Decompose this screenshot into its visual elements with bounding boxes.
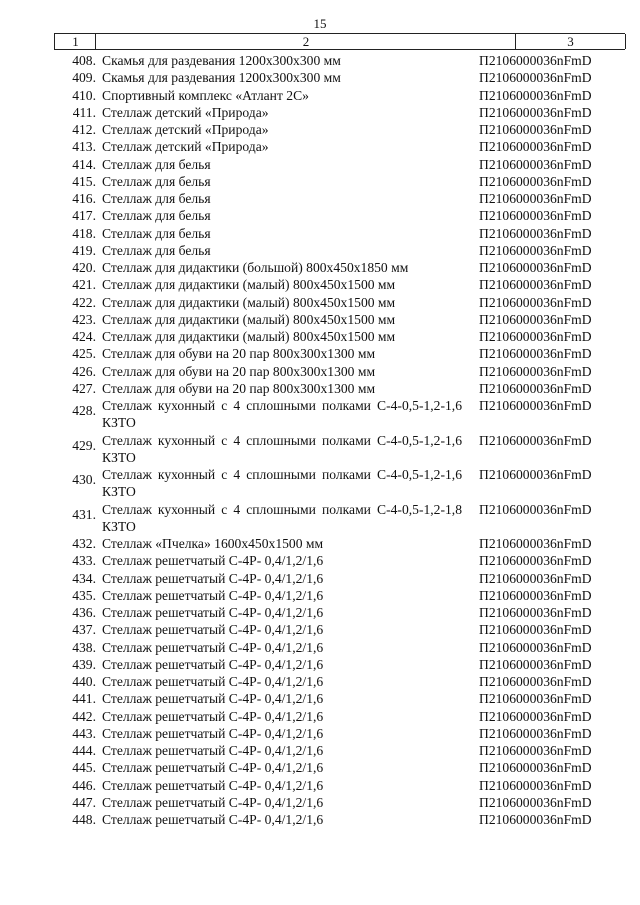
row-description: Стеллаж решетчатый С-4Р- 0,4/1,2/1,6 [102, 587, 324, 603]
row-number: 438. [72, 639, 96, 655]
table-row [0, 397, 640, 432]
table-row [0, 742, 640, 759]
row-code: П2106000036nFmD [479, 622, 592, 638]
row-number: 436. [72, 605, 96, 620]
table-row [0, 294, 640, 311]
table-row [0, 259, 640, 276]
row-description: Стеллаж для обуви на 20 пар 800x300x1300 мм [102, 363, 376, 379]
table-row [0, 639, 640, 656]
row-description: Стеллаж кухонный с 4 сплошными полками С-4-0,5-1,2-1,6 КЗТО [102, 432, 462, 465]
table-row [0, 604, 640, 621]
table-row [0, 690, 640, 707]
table-row [0, 621, 640, 638]
row-description: Стеллаж для белья [102, 208, 211, 224]
row-number: 423. [72, 311, 96, 327]
row-code: П2106000036nFmD [479, 432, 592, 448]
table-row [0, 69, 640, 86]
row-description: Стеллаж решетчатый С-4Р- 0,4/1,2/1,6 [102, 570, 324, 586]
row-number: 415. [72, 173, 96, 189]
row-code: П2106000036nFmD [479, 346, 592, 362]
row-description: Стеллаж кухонный с 4 сплошными полками С-4-0,5-1,2-1,8 КЗТО [102, 501, 462, 534]
table-row [0, 673, 640, 690]
row-number: 413. [72, 139, 96, 155]
row-description: Стеллаж детский «Природа» [102, 104, 269, 120]
row-code: П2106000036nFmD [479, 570, 592, 586]
row-number: 443. [72, 725, 96, 741]
row-description: Стеллаж для белья [102, 191, 211, 206]
row-description: Стеллаж решетчатый С-4Р- 0,4/1,2/1,6 [102, 553, 324, 569]
row-description: Стеллаж решетчатый С-4Р- 0,4/1,2/1,6 [102, 656, 324, 672]
row-number: 439. [72, 656, 96, 672]
table-row [0, 225, 640, 242]
row-code: П2106000036nFmD [479, 553, 592, 569]
row-code: П2106000036nFmD [479, 277, 592, 293]
row-number: 421. [72, 277, 96, 293]
row-description: Скамья для раздевания 1200x300x300 мм [102, 53, 341, 68]
row-code: П2106000036nFmD [479, 122, 592, 137]
table-row [0, 138, 640, 155]
row-description: Стеллаж для дидактики (малый) 800x450x1500 мм [102, 294, 396, 310]
header-col-3: 3 [515, 34, 626, 49]
row-number: 416. [72, 191, 96, 206]
row-description: Стеллаж решетчатый С-4Р- 0,4/1,2/1,6 [102, 605, 324, 620]
row-code: П2106000036nFmD [479, 639, 592, 655]
row-description: Стеллаж для дидактики (малый) 800x450x1500 мм [102, 329, 396, 344]
table-row [0, 87, 640, 104]
header-col-1: 1 [54, 34, 96, 49]
row-description: Стеллаж для белья [102, 242, 211, 258]
table-row [0, 207, 640, 224]
row-number: 419. [72, 242, 96, 258]
row-code: П2106000036nFmD [479, 87, 592, 103]
row-code: П2106000036nFmD [479, 674, 592, 689]
row-code: П2106000036nFmD [479, 104, 592, 120]
row-number: 408. [72, 53, 96, 68]
row-code: П2106000036nFmD [479, 208, 592, 224]
row-code: П2106000036nFmD [479, 587, 592, 603]
row-code: П2106000036nFmD [479, 156, 592, 172]
row-number: 426. [72, 363, 96, 379]
row-description: Стеллаж решетчатый С-4Р- 0,4/1,2/1,6 [102, 760, 324, 776]
table-row [0, 276, 640, 293]
row-description: Стеллаж кухонный с 4 сплошными полками С-4-0,5-1,2-1,6 КЗТО [102, 467, 462, 499]
table-row [0, 345, 640, 362]
table-row [0, 156, 640, 173]
row-code: П2106000036nFmD [479, 605, 592, 620]
row-description: Стеллаж для дидактики (большой) 800x450x1850 мм [102, 260, 409, 275]
row-number: 441. [72, 691, 96, 707]
row-number: 442. [72, 708, 96, 724]
table-row [0, 190, 640, 207]
table-row [0, 656, 640, 673]
row-description: Стеллаж для обуви на 20 пар 800x300x1300 мм [102, 346, 376, 362]
table-row [0, 777, 640, 794]
table-row [0, 380, 640, 397]
table-row [0, 432, 640, 467]
row-description: Скамья для раздевания 1200x300x300 мм [102, 70, 341, 86]
row-code: П2106000036nFmD [479, 743, 592, 758]
row-code: П2106000036nFmD [479, 380, 592, 396]
table-row [0, 466, 640, 501]
table-row [0, 242, 640, 259]
row-description: Стеллаж решетчатый С-4Р- 0,4/1,2/1,6 [102, 777, 324, 793]
row-code: П2106000036nFmD [479, 794, 592, 810]
row-description: Стеллаж для белья [102, 173, 211, 189]
table-row [0, 52, 640, 69]
row-code: П2106000036nFmD [479, 536, 592, 551]
row-number: 420. [72, 260, 96, 275]
table-row [0, 811, 640, 828]
row-number: 411. [72, 104, 96, 120]
table-row [0, 759, 640, 776]
table-row [0, 794, 640, 811]
row-number: 427. [72, 380, 96, 396]
table-header [54, 33, 625, 50]
row-number: 432. [72, 536, 96, 551]
row-number: 435. [72, 587, 96, 603]
row-code: П2106000036nFmD [479, 363, 592, 379]
row-code: П2106000036nFmD [479, 311, 592, 327]
table-body [0, 52, 640, 828]
row-description: Стеллаж детский «Природа» [102, 139, 269, 155]
row-number: 428. [72, 403, 96, 418]
row-code: П2106000036nFmD [479, 398, 592, 413]
row-number: 412. [72, 122, 96, 137]
row-code: П2106000036nFmD [479, 760, 592, 776]
row-description: Стеллаж решетчатый С-4Р- 0,4/1,2/1,6 [102, 725, 324, 741]
row-number: 429. [72, 437, 96, 453]
table-row [0, 328, 640, 345]
row-description: Стеллаж решетчатый С-4Р- 0,4/1,2/1,6 [102, 708, 324, 724]
row-code: П2106000036nFmD [479, 501, 592, 517]
row-number: 410. [72, 87, 96, 103]
table-row [0, 501, 640, 536]
row-code: П2106000036nFmD [479, 260, 592, 275]
row-code: П2106000036nFmD [479, 294, 592, 310]
row-description: Стеллаж «Пчелка» 1600x450x1500 мм [102, 536, 324, 551]
row-number: 433. [72, 553, 96, 569]
row-description: Стеллаж решетчатый С-4Р- 0,4/1,2/1,6 [102, 622, 324, 638]
row-code: П2106000036nFmD [479, 691, 592, 707]
row-code: П2106000036nFmD [479, 225, 592, 241]
row-number: 425. [72, 346, 96, 362]
row-description: Стеллаж для дидактики (малый) 800x450x1500 мм [102, 277, 396, 293]
row-number: 409. [72, 70, 96, 86]
row-code: П2106000036nFmD [479, 191, 592, 206]
table-row [0, 363, 640, 380]
row-number: 431. [72, 506, 96, 522]
row-number: 424. [72, 329, 96, 344]
table-row [0, 570, 640, 587]
row-code: П2106000036nFmD [479, 777, 592, 793]
row-description: Стеллаж для обуви на 20 пар 800x300x1300 мм [102, 380, 376, 396]
table-row [0, 725, 640, 742]
row-code: П2106000036nFmD [479, 467, 592, 482]
row-number: 422. [72, 294, 96, 310]
row-description: Стеллаж детский «Природа» [102, 122, 269, 137]
row-code: П2106000036nFmD [479, 708, 592, 724]
row-number: 434. [72, 570, 96, 586]
header-col-2: 2 [95, 34, 516, 49]
row-code: П2106000036nFmD [479, 812, 592, 827]
row-code: П2106000036nFmD [479, 242, 592, 258]
row-description: Стеллаж решетчатый С-4Р- 0,4/1,2/1,6 [102, 743, 324, 758]
row-number: 437. [72, 622, 96, 638]
row-description: Стеллаж для белья [102, 225, 211, 241]
page-number: 15 [313, 16, 327, 31]
table-row [0, 121, 640, 138]
table-row [0, 104, 640, 121]
row-code: П2106000036nFmD [479, 329, 592, 344]
row-number: 418. [72, 225, 96, 241]
table-row [0, 311, 640, 328]
row-number: 440. [72, 674, 96, 689]
row-description: Стеллаж решетчатый С-4Р- 0,4/1,2/1,6 [102, 691, 324, 707]
row-number: 445. [72, 760, 96, 776]
row-code: П2106000036nFmD [479, 656, 592, 672]
row-code: П2106000036nFmD [479, 725, 592, 741]
row-description: Стеллаж решетчатый С-4Р- 0,4/1,2/1,6 [102, 812, 324, 827]
row-number: 430. [72, 472, 96, 487]
row-number: 447. [72, 794, 96, 810]
table-row [0, 552, 640, 569]
table-row [0, 535, 640, 552]
row-code: П2106000036nFmD [479, 53, 592, 68]
row-number: 417. [72, 208, 96, 224]
table-row [0, 587, 640, 604]
row-code: П2106000036nFmD [479, 173, 592, 189]
row-description: Стеллаж для белья [102, 156, 211, 172]
row-description: Стеллаж решетчатый С-4Р- 0,4/1,2/1,6 [102, 794, 324, 810]
row-number: 414. [72, 156, 96, 172]
row-code: П2106000036nFmD [479, 139, 592, 155]
row-description: Стеллаж кухонный с 4 сплошными полками С-4-0,5-1,2-1,6 КЗТО [102, 398, 462, 430]
row-number: 448. [72, 812, 96, 827]
row-description: Стеллаж решетчатый С-4Р- 0,4/1,2/1,6 [102, 674, 324, 689]
row-number: 446. [72, 777, 96, 793]
row-description: Стеллаж решетчатый С-4Р- 0,4/1,2/1,6 [102, 639, 324, 655]
row-code: П2106000036nFmD [479, 70, 592, 86]
row-description: Спортивный комплекс «Атлант 2С» [102, 87, 309, 103]
table-row [0, 173, 640, 190]
row-number: 444. [72, 743, 96, 758]
row-description: Стеллаж для дидактики (малый) 800x450x1500 мм [102, 311, 396, 327]
table-row [0, 708, 640, 725]
